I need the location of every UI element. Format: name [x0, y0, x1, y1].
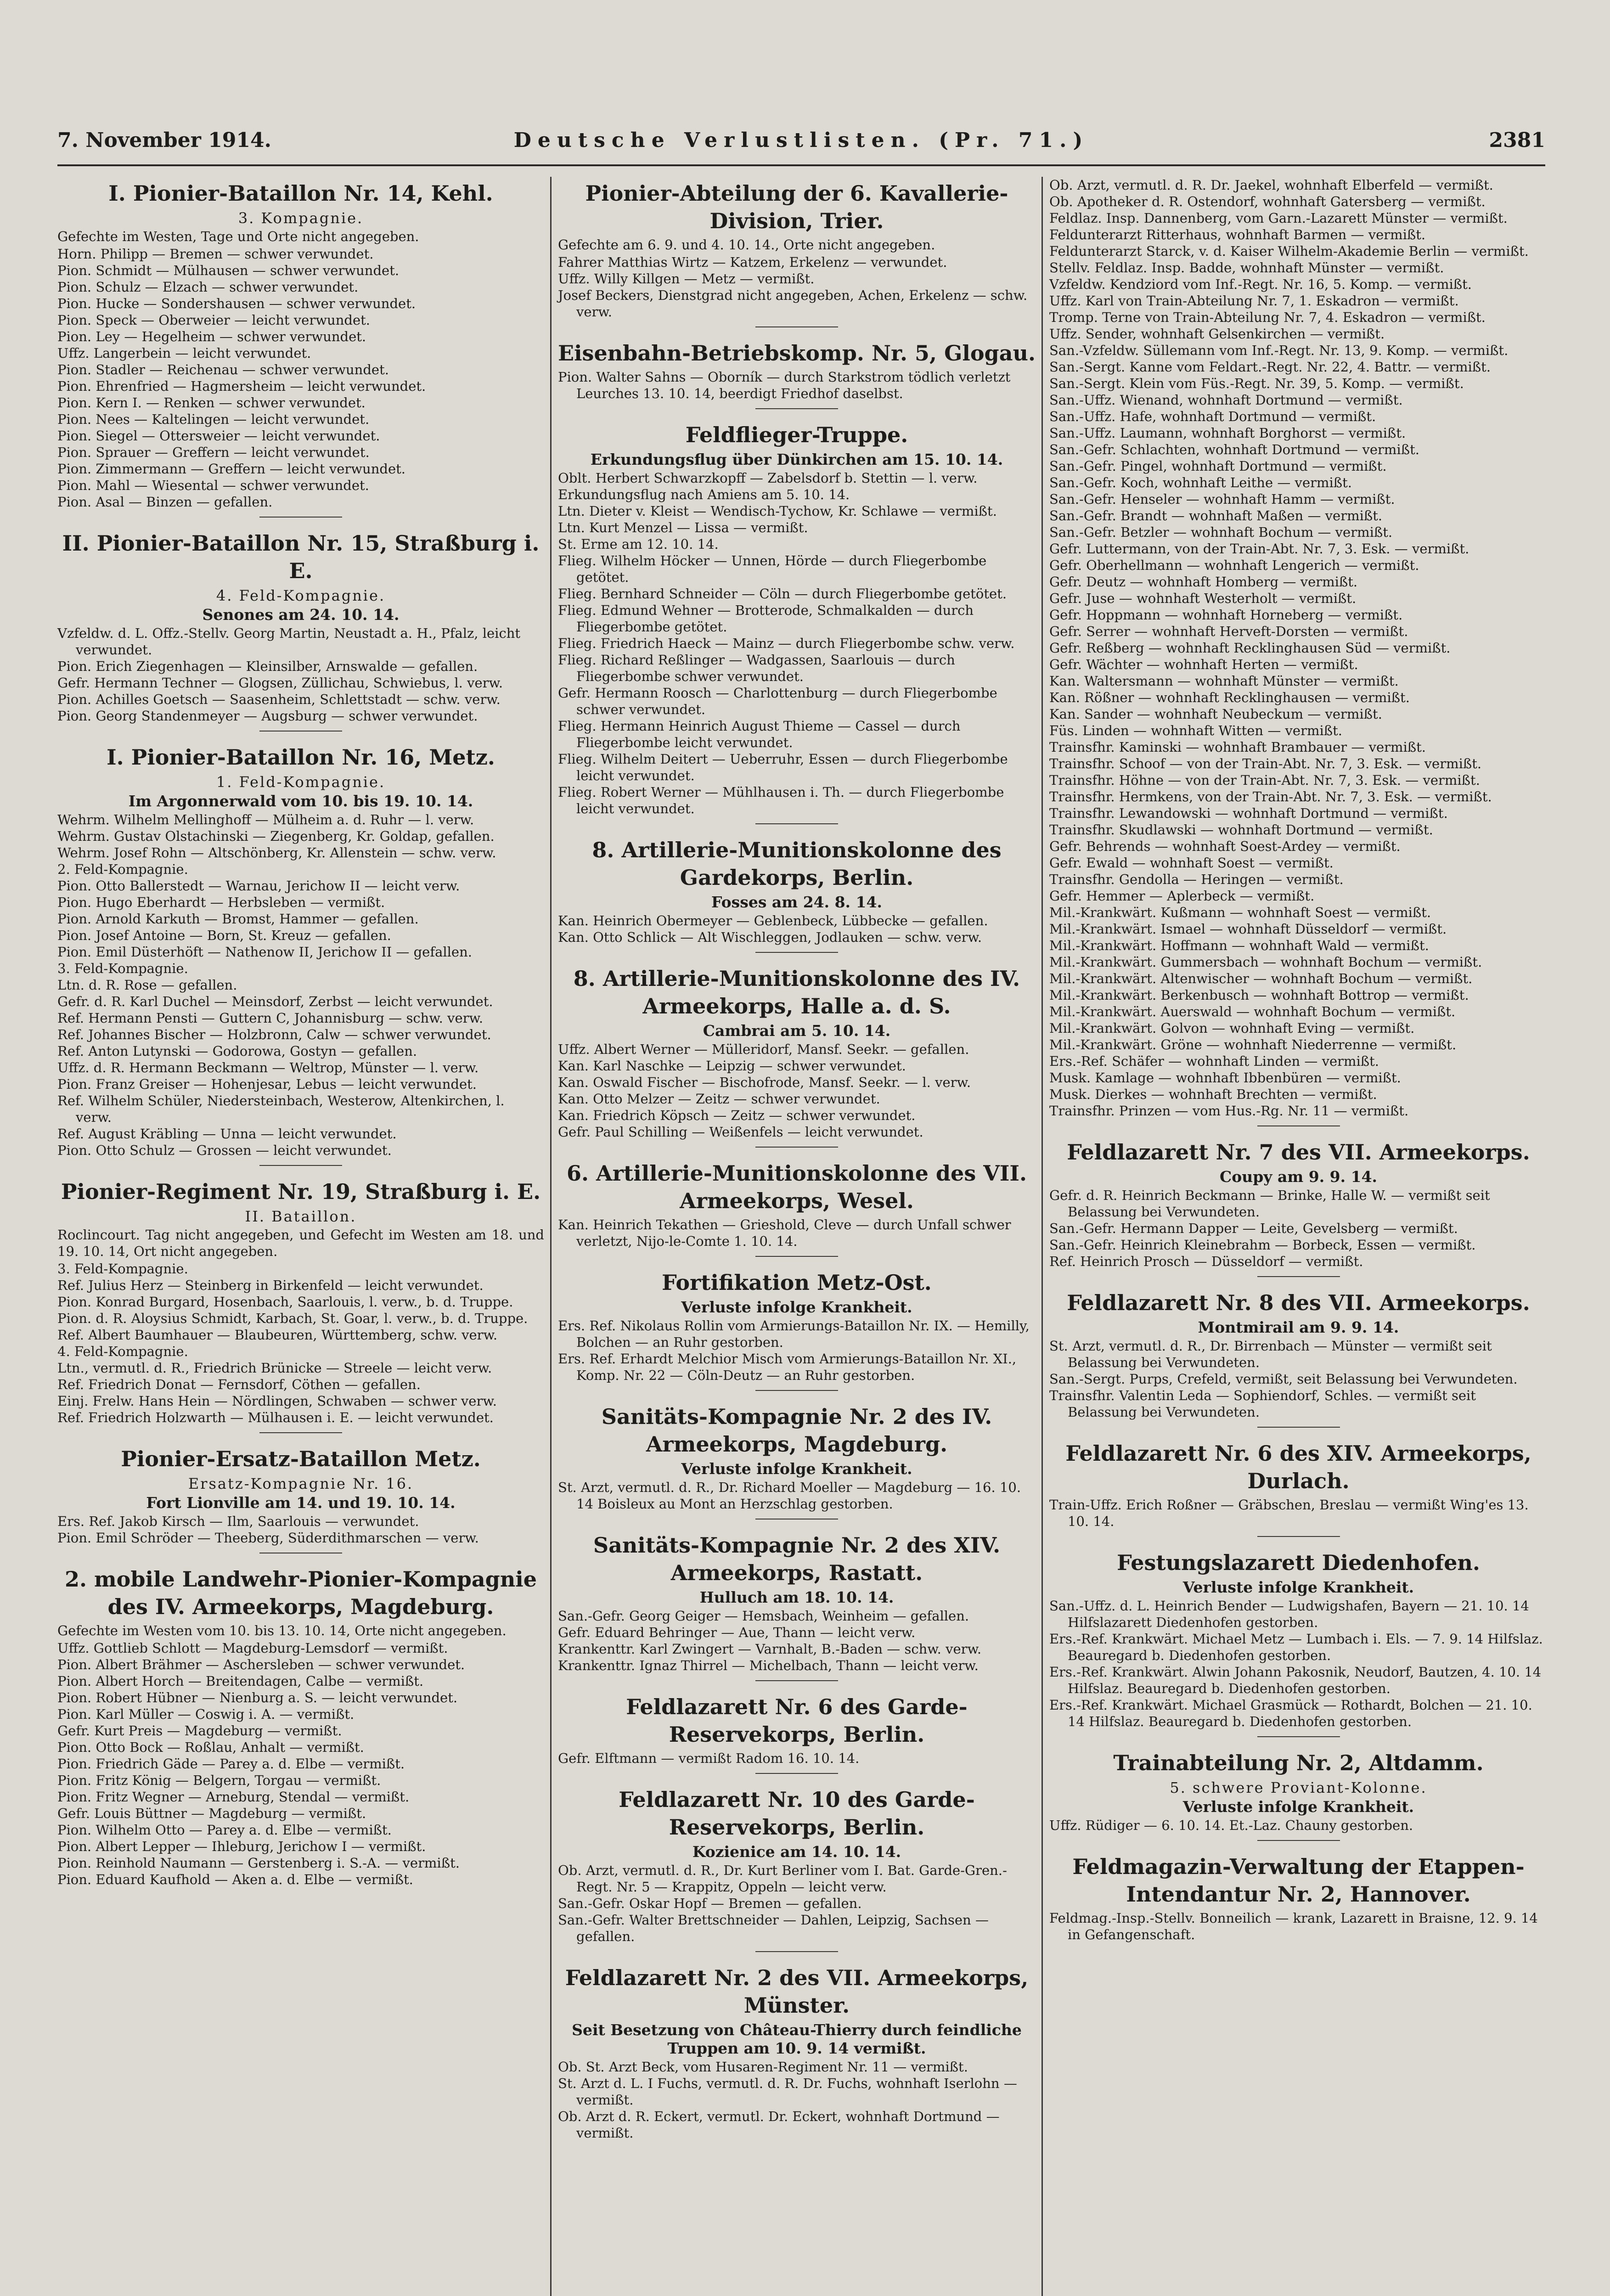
casualty-entry: Pion. Ley — Hegelheim — schwer verwundet.	[57, 329, 366, 344]
casualty-entry: Ref. Julius Herz — Steinberg in Birkenfeld — leicht verwundet.	[57, 1277, 484, 1293]
casualty-entry: 3. Feld-Kompagnie.	[57, 961, 188, 976]
section-title: Pionier-Ersatz-Bataillon Metz.	[121, 1446, 481, 1471]
casualty-entry: Kan. Rößner — wohnhaft Recklinghausen — vermißt.	[1049, 690, 1410, 705]
casualty-entry: Pion. Nees — Kaltelingen — leicht verwundet.	[57, 411, 370, 427]
casualty-entry: San.-Vzfeldw. Süllemann vom Inf.-Regt. Nr. 13, 9. Komp. — vermißt.	[1049, 343, 1509, 358]
casualty-entry: Erkundungsflug nach Amiens am 5. 10. 14.	[558, 487, 850, 502]
casualty-entry: Ref. Heinrich Prosch — Düsseldorf — vermißt.	[1049, 1254, 1363, 1269]
casualty-entry: Pion. Konrad Burgard, Hosenbach, Saarlouis, l. verw., b. d. Truppe.	[57, 1294, 513, 1310]
section-dateline: Verluste infolge Krankheit.	[1182, 1578, 1414, 1596]
casualty-entry: Gefr. Eduard Behringer — Aue, Thann — leicht verw.	[558, 1625, 916, 1640]
section-subtitle: II. Bataillon.	[245, 1208, 357, 1225]
casualty-entry: Kan. Karl Naschke — Leipzig — schwer verwundet.	[558, 1058, 906, 1074]
section-separator	[755, 326, 838, 327]
section-title: Feldflieger-Truppe.	[685, 422, 908, 447]
section-dateline: Fort Lionville am 14. und 19. 10. 14.	[146, 1494, 456, 1512]
section-separator	[259, 1432, 342, 1433]
section-subtitle: 5. schwere Proviant-Kolonne.	[1170, 1779, 1427, 1796]
casualty-entry: Gefr. Reßberg — wohnhaft Recklinghausen Süd — vermißt.	[1049, 640, 1451, 656]
casualty-section	[558, 339, 1036, 409]
casualty-entry: Ref. Friedrich Holzwarth — Mülhausen i. E. — leicht verwundet.	[57, 1410, 494, 1425]
casualty-entry: Pion. Emil Schröder — Theeberg, Süderdithmarschen — verw.	[57, 1530, 479, 1546]
casualty-section	[558, 1269, 1036, 1391]
casualty-section	[57, 743, 544, 1166]
casualty-entry: Feldlaz. Insp. Dannenberg, vom Garn.-Lazarett Münster — vermißt.	[1049, 210, 1508, 226]
casualty-entry: Trainsfhr. Hermkens, von der Train-Abt. Nr. 7, 3. Esk. — vermißt.	[1049, 789, 1492, 805]
casualty-entry: Feldunterarzt Ritterhaus, wohnhaft Barmen — vermißt.	[1049, 227, 1426, 242]
casualty-entry: Pion. Albert Horch — Breitendagen, Calbe — vermißt.	[57, 1673, 424, 1689]
casualty-section	[1049, 1749, 1548, 1841]
casualty-entry: Mil.-Krankwärt. Gummersbach — wohnhaft Bochum — vermißt.	[1049, 954, 1482, 970]
casualty-entry: Pion. Siegel — Ottersweier — leicht verwundet.	[57, 428, 380, 444]
section-title: Festungslazarett Diedenhofen.	[1117, 1550, 1480, 1575]
casualty-entry: Ref. Johannes Bischer — Holzbronn, Calw — schwer verwundet.	[57, 1027, 491, 1042]
casualty-entry: Mil.-Krankwärt. Golvon — wohnhaft Eving — vermißt.	[1049, 1020, 1415, 1036]
casualty-entry: Kan. Heinrich Tekathen — Grieshold, Cleve — durch Unfall schwer verletzt, Nijo-le-Comte 1. 10. 14.	[558, 1217, 1011, 1249]
casualty-entry: Wehrm. Wilhelm Mellinghoff — Mülheim a. d. Ruhr — l. verw.	[57, 812, 474, 827]
section-dateline: Verluste infolge Krankheit.	[681, 1298, 912, 1316]
casualty-entry: Pion. Hugo Eberhardt — Herbsleben — vermißt.	[57, 895, 385, 910]
page-number: 2381	[1489, 129, 1545, 152]
casualty-entry: Tromp. Terne von Train-Abteilung Nr. 7, 4. Eskadron — vermißt.	[1049, 310, 1486, 325]
section-separator	[755, 1951, 838, 1952]
casualty-entry: Gefr. Kurt Preis — Magdeburg — vermißt.	[57, 1723, 342, 1739]
casualty-entry: San.-Sergt. Kanne vom Feldart.-Regt. Nr. 22, 4. Battr. — vermißt.	[1049, 359, 1491, 375]
casualty-entry: Ob. Apotheker d. R. Ostendorf, wohnhaft Gatersberg — vermißt.	[1049, 194, 1486, 209]
casualty-entry: San.-Gefr. Henseler — wohnhaft Hamm — vermißt.	[1049, 491, 1395, 507]
casualty-section	[558, 1403, 1036, 1519]
casualty-entry: Pion. Mahl — Wiesental — schwer verwundet.	[57, 478, 369, 493]
casualty-entry: Ers.-Ref. Krankwärt. Alwin Johann Pakosnik, Neudorf, Bautzen, 4. 10. 14 Hilfslaz. Beauregard b. Diedenhofen gestorben.	[1049, 1664, 1542, 1696]
casualty-entry: 2. Feld-Kompagnie.	[57, 861, 188, 877]
casualty-entry: Mil.-Krankwärt. Berkenbusch — wohnhaft Bottrop — vermißt.	[1049, 987, 1469, 1003]
casualty-entry: Gefr. Hermann Roosch — Charlottenburg — durch Fliegerbombe schwer verwundet.	[558, 685, 997, 717]
section-dateline: Cambrai am 5. 10. 14.	[703, 1022, 891, 1040]
casualty-entry: Gefr. Wächter — wohnhaft Herten — vermißt.	[1049, 657, 1358, 672]
section-subtitle: 4. Feld-Kompagnie.	[216, 587, 386, 604]
casualty-entry: Trainsfhr. Valentin Leda — Sophiendorf, Schles. — vermißt seit Belassung bei Verwundeten.	[1049, 1388, 1476, 1420]
section-dateline: Verluste infolge Krankheit.	[681, 1460, 912, 1478]
issue-date: 7. November 1914.	[57, 129, 271, 152]
column-middle	[558, 177, 1036, 2153]
section-dateline: Verluste infolge Krankheit.	[1182, 1798, 1414, 1816]
section-separator	[755, 408, 838, 409]
casualty-entry: Musk. Dierkes — wohnhaft Brechten — vermißt.	[1049, 1086, 1377, 1102]
casualty-entry: Ltn. d. R. Rose — gefallen.	[57, 977, 237, 993]
casualty-section	[1049, 1289, 1548, 1428]
casualty-entry: Trainsfhr. Prinzen — vom Hus.-Rg. Nr. 11 — vermißt.	[1049, 1103, 1409, 1119]
casualty-entry: San.-Uffz. d. L. Heinrich Bender — Ludwigshafen, Bayern — 21. 10. 14 Hilfslazarett Diedenhofen gestorben.	[1049, 1598, 1529, 1630]
casualty-entry: Flieg. Edmund Wehner — Brotterode, Schmalkalden — durch Fliegerbombe getötet.	[558, 602, 974, 635]
section-dateline: Fosses am 24. 8. 14.	[711, 893, 882, 911]
casualty-entry: Uffz. Gottlieb Schlott — Magdeburg-Lemsdorf — vermißt.	[57, 1640, 448, 1656]
section-dateline: Kozienice am 14. 10. 14.	[692, 1843, 901, 1861]
casualty-entry: Pion. Schmidt — Mülhausen — schwer verwundet.	[57, 263, 400, 278]
casualty-entry: Gefr. Luttermann, von der Train-Abt. Nr. 7, 3. Esk. — vermißt.	[1049, 541, 1469, 557]
casualty-entry: Pion. Robert Hübner — Nienburg a. S. — leicht verwundet.	[57, 1690, 458, 1705]
casualty-entry: Trainsfhr. Kaminski — wohnhaft Brambauer — vermißt.	[1049, 739, 1426, 755]
section-subtitle: Ersatz-Kompagnie Nr. 16.	[188, 1475, 414, 1492]
casualty-entry: Gefr. Hermann Techner — Glogsen, Züllichau, Schwiebus, l. verw.	[57, 675, 503, 691]
section-separator	[1257, 1840, 1340, 1841]
casualty-entry: Vzfeldw. Kendziord vom Inf.-Regt. Nr. 16, 5. Komp. — vermißt.	[1049, 276, 1472, 292]
casualty-entry: Gefr. Juse — wohnhaft Westerholt — vermißt.	[1049, 591, 1357, 606]
casualty-section	[1049, 1549, 1548, 1737]
section-separator	[1257, 1276, 1340, 1277]
section-note: Gefechte im Westen, Tage und Orte nicht angegeben.	[57, 229, 419, 244]
casualty-entry: Train-Uffz. Erich Roßner — Gräbschen, Breslau — vermißt Wing'es 13. 10. 14.	[1049, 1497, 1529, 1529]
casualty-entry: Gefr. Hemmer — Aplerbeck — vermißt.	[1049, 888, 1315, 904]
section-title: Pionier-Regiment Nr. 19, Straßburg i. E.	[61, 1179, 541, 1204]
casualty-entry: Gefr. Serrer — wohnhaft Herveft-Dorsten — vermißt.	[1049, 624, 1408, 639]
casualty-entry: St. Erme am 12. 10. 14.	[558, 536, 719, 552]
casualty-entry: Pion. Albert Lepper — Ihleburg, Jerichow I — vermißt.	[57, 1839, 426, 1854]
casualty-section	[558, 421, 1036, 824]
section-dateline: Seit Besetzung von Château-Thierry durch feindliche Truppen am 10. 9. 14 vermißt.	[572, 2021, 1022, 2057]
casualty-section	[57, 180, 544, 518]
casualty-entry: Pion. Speck — Oberweier — leicht verwundet.	[57, 312, 370, 328]
casualty-entry: San.-Uffz. Wienand, wohnhaft Dortmund — vermißt.	[1049, 392, 1403, 408]
casualty-entry: Vzfeldw. d. L. Offz.-Stellv. Georg Martin, Neustadt a. H., Pfalz, leicht verwundet.	[57, 625, 521, 658]
column-divider	[1041, 177, 1043, 2296]
casualty-section	[57, 1178, 544, 1433]
section-title: 6. Artillerie-Munitionskolonne des VII. Armeekorps, Wesel.	[567, 1161, 1027, 1213]
casualty-entry: Gefr. d. R. Heinrich Beckmann — Brinke, Halle W. — vermißt seit Belassung bei Verwundeten.	[1049, 1187, 1490, 1220]
casualty-entry: Gefr. Hoppmann — wohnhaft Horneberg — vermißt.	[1049, 607, 1403, 623]
casualty-entry: Pion. Fritz König — Belgern, Torgau — vermißt.	[57, 1773, 381, 1788]
section-title: Feldlazarett Nr. 6 des Garde-Reservekorps, Berlin.	[626, 1694, 968, 1747]
casualty-entry: Mil.-Krankwärt. Hoffmann — wohnhaft Wald — vermißt.	[1049, 938, 1429, 953]
casualty-entry: Krankenttr. Ignaz Thirrel — Michelbach, Thann — leicht verw.	[558, 1658, 979, 1673]
casualty-entry: Pion. Achilles Goetsch — Saasenheim, Schlettstadt — schw. verw.	[57, 692, 501, 707]
casualty-section	[558, 1693, 1036, 1774]
casualty-entry: Uffz. Karl von Train-Abteilung Nr. 7, 1. Eskadron — vermißt.	[1049, 293, 1459, 309]
section-separator	[259, 1165, 342, 1166]
section-title: Feldlazarett Nr. 10 des Garde-Reservekorps, Berlin.	[619, 1787, 975, 1840]
casualty-entry: Flieg. Wilhelm Deitert — Ueberruhr, Essen — durch Fliegerbombe leicht verwundet.	[558, 751, 1008, 783]
section-dateline: Im Argonnerwald vom 10. bis 19. 10. 14.	[128, 792, 473, 810]
casualty-entry: Mil.-Krankwärt. Kußmann — wohnhaft Soest — vermißt.	[1049, 905, 1431, 920]
casualty-entry: Josef Beckers, Dienstgrad nicht angegeben, Achen, Erkelenz — schw. verw.	[558, 287, 1028, 320]
casualty-entry: Pion. Georg Standenmeyer — Augsburg — schwer verwundet.	[57, 708, 478, 724]
casualty-entry: San.-Sergt. Klein vom Füs.-Regt. Nr. 39, 5. Komp. — vermißt.	[1049, 376, 1464, 391]
section-title: Feldlazarett Nr. 8 des VII. Armeekorps.	[1067, 1290, 1530, 1315]
section-note: Gefechte am 6. 9. und 4. 10. 14., Orte nicht angegeben.	[558, 237, 935, 253]
section-separator	[1257, 1536, 1340, 1537]
casualty-section	[1049, 177, 1548, 1126]
section-dateline: Montmirail am 9. 9. 14.	[1198, 1318, 1399, 1336]
casualty-entry: Flieg. Hermann Heinrich August Thieme — Cassel — durch Fliegerbombe leicht verwundet.	[558, 718, 961, 750]
casualty-entry: Kan. Oswald Fischer — Bischofrode, Mansf. Seekr. — l. verw.	[558, 1075, 971, 1090]
casualty-entry: Ref. Wilhelm Schüler, Niedersteinbach, Westerow, Altenkirchen, l. verw.	[57, 1093, 505, 1125]
section-title: Feldlazarett Nr. 6 des XIV. Armeekorps, Durlach.	[1065, 1441, 1531, 1493]
casualty-entry: Trainsfhr. Lewandowski — wohnhaft Dortmund — vermißt.	[1049, 805, 1448, 821]
casualty-entry: Pion. Albert Brähmer — Aschersleben — schwer verwundet.	[57, 1657, 465, 1672]
section-separator	[755, 1390, 838, 1391]
casualty-entry: Trainsfhr. Schoof — von der Train-Abt. Nr. 7, 3. Esk. — vermißt.	[1049, 756, 1482, 771]
casualty-entry: San.-Uffz. Laumann, wohnhaft Borghorst — vermißt.	[1049, 425, 1406, 441]
casualty-entry: St. Arzt, vermutl. d. R., Dr. Birrenbach — Münster — vermißt seit Belassung bei Verwundeten.	[1049, 1338, 1492, 1370]
casualty-section	[558, 1786, 1036, 1952]
casualty-entry: Kan. Heinrich Obermeyer — Geblenbeck, Lübbecke — gefallen.	[558, 913, 988, 929]
casualty-entry: Kan. Sander — wohnhaft Neubeckum — vermißt.	[1049, 706, 1382, 722]
casualty-entry: Ref. Friedrich Donat — Fernsdorf, Cöthen — gefallen.	[57, 1377, 421, 1392]
casualty-entry: Uffz. Rüdiger — 6. 10. 14. Et.-Laz. Chauny gestorben.	[1049, 1818, 1413, 1833]
casualty-entry: Ob. Arzt, vermutl. d. R. Dr. Jaekel, wohnhaft Elberfeld — vermißt.	[1049, 177, 1493, 193]
casualty-entry: San.-Gefr. Schlachten, wohnhaft Dortmund — vermißt.	[1049, 442, 1419, 457]
casualty-entry: Füs. Linden — wohnhaft Witten — vermißt.	[1049, 723, 1342, 738]
casualty-entry: Ers.-Ref. Krankwärt. Michael Grasmück — Rothardt, Bolchen — 21. 10. 14 Hilfslaz. Beauregard b. Diedenhofen gestorben.	[1049, 1697, 1532, 1729]
casualty-entry: Ers.-Ref. Krankwärt. Michael Metz — Lumbach i. Els. — 7. 9. 14 Hilfslaz. Beauregard b. Diedenhofen gestorben.	[1049, 1631, 1543, 1663]
casualty-entry: Gefr. d. R. Karl Duchel — Meinsdorf, Zerbst — leicht verwundet.	[57, 994, 493, 1009]
casualty-entry: Mil.-Krankwärt. Auerswald — wohnhaft Bochum — vermißt.	[1049, 1004, 1456, 1019]
casualty-entry: Musk. Kamlage — wohnhaft Ibbenbüren — vermißt.	[1049, 1070, 1401, 1086]
section-title: I. Pionier-Bataillon Nr. 16, Metz.	[107, 745, 495, 770]
casualty-section	[1049, 1853, 1548, 1943]
casualty-entry: Gefr. Oberhellmann — wohnhaft Lengerich — vermißt.	[1049, 557, 1419, 573]
casualty-entry: Einj. Frelw. Hans Hein — Nördlingen, Schwaben — schwer verw.	[57, 1393, 497, 1409]
casualty-entry: Ers. Ref. Nikolaus Rollin vom Armierungs-Bataillon Nr. IX. — Hemilly, Bolchen — an Ruhr gestorben.	[558, 1318, 1030, 1350]
section-subtitle: 3. Kompagnie.	[238, 209, 364, 227]
casualty-entry: Gefr. Elftmann — vermißt Radom 16. 10. 14.	[558, 1750, 860, 1766]
casualty-entry: Ers. Ref. Jakob Kirsch — Ilm, Saarlouis — verwundet.	[57, 1514, 419, 1529]
casualty-entry: San.-Gefr. Pingel, wohnhaft Dortmund — vermißt.	[1049, 458, 1387, 474]
section-dateline: Erkundungsflug über Dünkirchen am 15. 10. 14.	[590, 450, 1003, 468]
casualty-entry: Pion. Arnold Karkuth — Bromst, Hammer — gefallen.	[57, 911, 419, 927]
column-right	[1049, 177, 1548, 1955]
casualty-entry: Pion. Friedrich Gäde — Parey a. d. Elbe — vermißt.	[57, 1756, 405, 1772]
casualty-entry: Oblt. Herbert Schwarzkopff — Zabelsdorf b. Stettin — l. verw.	[558, 470, 978, 486]
casualty-entry: Mil.-Krankwärt. Altenwischer — wohnhaft Bochum — vermißt.	[1049, 971, 1473, 986]
header-rule	[57, 164, 1545, 166]
section-separator	[1257, 1125, 1340, 1126]
casualty-entry: San.-Gefr. Brandt — wohnhaft Maßen — vermißt.	[1049, 508, 1383, 523]
casualty-entry: Pion. Emil Düsterhöft — Nathenow II, Jerichow II — gefallen.	[57, 944, 472, 960]
casualty-entry: Ltn. Dieter v. Kleist — Wendisch-Tychow, Kr. Schlawe — vermißt.	[558, 503, 997, 519]
casualty-entry: Feldmag.-Insp.-Stellv. Bonneilich — krank, Lazarett in Braisne, 12. 9. 14 in Gefangenschaft.	[1049, 1910, 1538, 1942]
column-divider	[550, 177, 552, 2296]
casualty-entry: San.-Uffz. Hafe, wohnhaft Dortmund — vermißt.	[1049, 409, 1376, 424]
casualty-entry: San.-Gefr. Heinrich Kleinebrahm — Borbeck, Essen — vermißt.	[1049, 1237, 1476, 1253]
casualty-entry: San.-Gefr. Oskar Hopf — Bremen — gefallen.	[558, 1896, 862, 1911]
section-separator	[1257, 1736, 1340, 1737]
casualty-entry: Flieg. Wilhelm Höcker — Unnen, Hörde — durch Fliegerbombe getötet.	[558, 553, 987, 585]
casualty-entry: St. Arzt, vermutl. d. R., Dr. Richard Moeller — Magdeburg — 16. 10. 14 Boisleux au Mont an Herzschlag gestorben.	[558, 1480, 1021, 1512]
casualty-entry: Ob. Arzt d. R. Eckert, vermutl. Dr. Eckert, wohnhaft Dortmund — vermißt.	[558, 2109, 1000, 2141]
section-separator	[755, 1147, 838, 1148]
casualty-entry: San.-Gefr. Hermann Dapper — Leite, Gevelsberg — vermißt.	[1049, 1221, 1458, 1236]
casualty-entry: Ref. Hermann Pensti — Guttern C, Johannisburg — schw. verw.	[57, 1010, 484, 1026]
section-dateline: Coupy am 9. 9. 14.	[1219, 1168, 1378, 1186]
casualty-entry: Ltn. Kurt Menzel — Lissa — vermißt.	[558, 520, 808, 535]
casualty-entry: Mil.-Krankwärt. Gröne — wohnhaft Niederrenne — vermißt.	[1049, 1037, 1457, 1052]
casualty-entry: Ref. August Kräbling — Unna — leicht verwundet.	[57, 1126, 397, 1142]
casualty-entry: Pion. Zimmermann — Greffern — leicht verwundet.	[57, 461, 406, 477]
casualty-entry: San.-Gefr. Koch, wohnhaft Leithe — vermißt.	[1049, 475, 1352, 490]
casualty-entry: Kan. Otto Melzer — Zeitz — schwer verwundet.	[558, 1091, 880, 1107]
casualty-entry: Uffz. Sender, wohnhaft Gelsenkirchen — vermißt.	[1049, 326, 1385, 342]
section-separator	[259, 731, 342, 732]
casualty-entry: Pion. Otto Ballerstedt — Warnau, Jerichow II — leicht verw.	[57, 878, 460, 894]
casualty-entry: Pion. Sprauer — Greffern — leicht verwundet.	[57, 445, 370, 460]
casualty-section	[57, 1565, 544, 1888]
section-separator	[755, 1773, 838, 1774]
casualty-entry: Flieg. Friedrich Haeck — Mainz — durch Fliegerbombe schw. verw.	[558, 636, 1015, 651]
casualty-entry: Pion. Josef Antoine — Born, St. Kreuz — gefallen.	[57, 928, 391, 943]
casualty-entry: Feldunterarzt Starck, v. d. Kaiser Wilhelm-Akademie Berlin — vermißt.	[1049, 243, 1529, 259]
casualty-entry: San.-Gefr. Walter Brettschneider — Dahlen, Leipzig, Sachsen — gefallen.	[558, 1912, 989, 1944]
casualty-entry: Ob. Arzt, vermutl. d. R., Dr. Kurt Berliner vom I. Bat. Garde-Gren.-Regt. Nr. 5 — Krappitz, Oppeln — leicht verw.	[558, 1863, 1007, 1895]
casualty-entry: Uffz. d. R. Hermann Beckmann — Weltrop, Münster — l. verw.	[57, 1060, 479, 1075]
casualty-entry: Pion. Reinhold Naumann — Gerstenberg i. S.-A. — vermißt.	[57, 1855, 460, 1871]
section-title: Sanitäts-Kompagnie Nr. 2 des IV. Armeekorps, Magdeburg.	[601, 1404, 992, 1457]
page-header	[57, 129, 1545, 161]
casualty-entry: 4. Feld-Kompagnie.	[57, 1344, 188, 1359]
casualty-entry: Kan. Waltersmann — wohnhaft Münster — vermißt.	[1049, 673, 1399, 689]
section-title: 8. Artillerie-Munitionskolonne des Gardekorps, Berlin.	[592, 838, 1002, 890]
casualty-entry: Krankenttr. Karl Zwingert — Varnhalt, B.-Baden — schw. verw.	[558, 1641, 982, 1657]
casualty-section	[558, 1159, 1036, 1257]
casualty-entry: Gefr. Behrends — wohnhaft Soest-Ardey — vermißt.	[1049, 838, 1401, 854]
casualty-entry: Trainsfhr. Skudlawski — wohnhaft Dortmund — vermißt.	[1049, 822, 1433, 838]
section-title: Fortifikation Metz-Ost.	[662, 1270, 932, 1295]
section-dateline: Hulluch am 18. 10. 14.	[699, 1588, 894, 1606]
section-title: Sanitäts-Kompagnie Nr. 2 des XIV. Armeekorps, Rastatt.	[593, 1533, 1001, 1585]
section-title: Feldlazarett Nr. 2 des VII. Armeekorps, Münster.	[565, 1965, 1029, 2018]
section-note: Gefechte im Westen vom 10. bis 13. 10. 14, Orte nicht angegeben.	[57, 1623, 507, 1638]
casualty-entry: Wehrm. Josef Rohn — Altschönberg, Kr. Allenstein — schw. verw.	[57, 845, 496, 861]
casualty-entry: Pion. Kern I. — Renken — schwer verwundet.	[57, 395, 366, 411]
casualty-entry: Gefr. Deutz — wohnhaft Homberg — vermißt.	[1049, 574, 1358, 590]
casualty-entry: Stellv. Feldlaz. Insp. Badde, wohnhaft Münster — vermißt.	[1049, 260, 1444, 276]
casualty-entry: San.-Sergt. Purps, Crefeld, vermißt, seit Belassung bei Verwundeten.	[1049, 1371, 1518, 1387]
section-title: Pionier-Abteilung der 6. Kavallerie-Division, Trier.	[585, 181, 1008, 233]
casualty-entry: Ob. St. Arzt Beck, vom Husaren-Regiment Nr. 11 — vermißt.	[558, 2059, 968, 2075]
casualty-entry: Flieg. Bernhard Schneider — Cöln — durch Fliegerbombe getötet.	[558, 586, 1007, 602]
casualty-section	[558, 1531, 1036, 1681]
section-title: Feldmagazin-Verwaltung der Etappen-Intendantur Nr. 2, Hannover.	[1072, 1854, 1525, 1907]
casualty-entry: Ers.-Ref. Schäfer — wohnhaft Linden — vermißt.	[1049, 1053, 1379, 1069]
casualty-entry: Pion. Eduard Kaufhold — Aken a. d. Elbe — vermißt.	[57, 1872, 413, 1887]
section-dateline: Senones am 24. 10. 14.	[202, 606, 400, 624]
casualty-entry: Flieg. Robert Werner — Mühlhausen i. Th. — durch Fliegerbombe leicht verwundet.	[558, 784, 1004, 816]
casualty-entry: Wehrm. Gustav Olstachinski — Ziegenberg, Kr. Goldap, gefallen.	[57, 828, 495, 844]
casualty-entry: Uffz. Albert Werner — Mülleridorf, Mansf. Seekr. — gefallen.	[558, 1041, 969, 1057]
casualty-entry: 3. Feld-Kompagnie.	[57, 1261, 188, 1277]
casualty-entry: Horn. Philipp — Bremen — schwer verwundet.	[57, 246, 374, 262]
casualty-entry: Pion. Asal — Binzen — gefallen.	[57, 494, 273, 510]
casualty-entry: Pion. Karl Müller — Coswig i. A. — vermißt.	[57, 1706, 355, 1722]
casualty-entry: Kan. Friedrich Köpsch — Zeitz — schwer verwundet.	[558, 1108, 916, 1123]
casualty-entry: Pion. Otto Bock — Roßlau, Anhalt — vermißt.	[57, 1739, 364, 1755]
casualty-entry: Mil.-Krankwärt. Ismael — wohnhaft Düsseldorf — vermißt.	[1049, 921, 1447, 937]
casualty-entry: Ers. Ref. Erhardt Melchior Misch vom Armierungs-Bataillon Nr. XI., Komp. Nr. 22 — Cöln-Deutz — an Ruhr gestorben.	[558, 1351, 1017, 1383]
casualty-entry: Fahrer Matthias Wirtz — Katzem, Erkelenz — verwundet.	[558, 254, 947, 270]
casualty-section	[1049, 1440, 1548, 1537]
casualty-entry: Uffz. Langerbein — leicht verwundet.	[57, 345, 311, 361]
casualty-entry: Pion. Erich Ziegenhagen — Kleinsilber, Arnswalde — gefallen.	[57, 658, 478, 674]
casualty-entry: Ref. Anton Lutynski — Godorowa, Gostyn — gefallen.	[57, 1043, 417, 1059]
casualty-entry: San.-Gefr. Betzler — wohnhaft Bochum — vermißt.	[1049, 524, 1393, 540]
casualty-section	[57, 529, 544, 732]
section-title: 8. Artillerie-Munitionskolonne des IV. Armeekorps, Halle a. d. S.	[573, 966, 1020, 1019]
casualty-entry: Pion. d. R. Aloysius Schmidt, Karbach, St. Goar, l. verw., b. d. Truppe.	[57, 1311, 528, 1326]
casualty-section	[558, 836, 1036, 953]
casualty-section	[57, 1445, 544, 1553]
section-note: Roclincourt. Tag nicht angegeben, und Gefecht im Westen am 18. und 19. 10. 14, Ort nicht angegeben.	[57, 1227, 544, 1259]
section-separator	[259, 517, 342, 518]
casualty-entry: Pion. Stadler — Reichenau — schwer verwundet.	[57, 362, 389, 377]
casualty-entry: Gefr. Ewald — wohnhaft Soest — vermißt.	[1049, 855, 1334, 871]
section-title: Trainabteilung Nr. 2, Altdamm.	[1113, 1750, 1484, 1775]
casualty-entry: Pion. Otto Schulz — Grossen — leicht verwundet.	[57, 1142, 392, 1158]
section-title: Feldlazarett Nr. 7 des VII. Armeekorps.	[1067, 1140, 1530, 1165]
casualty-section	[558, 180, 1036, 327]
section-separator	[1257, 1427, 1340, 1428]
casualty-entry: Pion. Walter Sahns — Oborník — durch Starkstrom tödlich verletzt Leurches 13. 10. 14, beerdigt Friedhof daselbst.	[558, 369, 1011, 401]
casualty-entry: Gefr. Louis Büttner — Magdeburg — vermißt.	[57, 1806, 366, 1821]
section-title: 2. mobile Landwehr-Pionier-Kompagnie des IV. Armeekorps, Magdeburg.	[64, 1567, 537, 1619]
section-title: I. Pionier-Bataillon Nr. 14, Kehl.	[108, 181, 493, 206]
casualty-entry: Flieg. Richard Reßlinger — Wadgassen, Saarlouis — durch Fliegerbombe schwer verwundet.	[558, 652, 955, 684]
casualty-entry: Pion. Ehrenfried — Hagmersheim — leicht verwundet.	[57, 378, 426, 394]
casualty-entry: Pion. Hucke — Sondershausen — schwer verwundet.	[57, 296, 416, 311]
casualty-entry: Ref. Albert Baumhauer — Blaubeuren, Württemberg, schw. verw.	[57, 1327, 498, 1343]
section-separator	[755, 823, 838, 824]
section-title: Eisenbahn-Betriebskomp. Nr. 5, Glogau.	[558, 341, 1036, 366]
casualty-entry: St. Arzt d. L. I Fuchs, vermutl. d. R. Dr. Fuchs, wohnhaft Iserlohn — vermißt.	[558, 2076, 1017, 2108]
casualty-entry: Pion. Wilhelm Otto — Parey a. d. Elbe — vermißt.	[57, 1822, 392, 1838]
casualty-entry: Gefr. Paul Schilling — Weißenfels — leicht verwundet.	[558, 1124, 923, 1140]
casualty-entry: Kan. Otto Schlick — Alt Wischleggen, Jodlauken — schw. verw.	[558, 929, 982, 945]
casualty-section	[1049, 1138, 1548, 1277]
section-separator	[755, 952, 838, 953]
casualty-section	[558, 965, 1036, 1148]
casualty-entry: Pion. Franz Greiser — Hohenjesar, Lebus — leicht verwundet.	[57, 1076, 477, 1092]
casualty-entry: Trainsfhr. Gendolla — Heringen — vermißt.	[1049, 872, 1344, 887]
section-title: II. Pionier-Bataillon Nr. 15, Straßburg i. E.	[62, 531, 540, 583]
casualty-entry: Trainsfhr. Höhne — von der Train-Abt. Nr. 7, 3. Esk. — vermißt.	[1049, 772, 1480, 788]
casualty-entry: Ltn., vermutl. d. R., Friedrich Brünicke — Streele — leicht verw.	[57, 1360, 492, 1376]
casualty-entry: Uffz. Willy Killgen — Metz — vermißt.	[558, 271, 815, 287]
casualty-entry: Pion. Schulz — Elzach — schwer verwundet.	[57, 279, 359, 295]
casualty-section	[558, 1964, 1036, 2141]
section-separator	[755, 1680, 838, 1681]
section-separator	[755, 1256, 838, 1257]
casualty-entry: San.-Gefr. Georg Geiger — Hemsbach, Weinheim — gefallen.	[558, 1608, 969, 1624]
publication-title: Deutsche Verlustlisten. (Pr. 71.)	[513, 129, 1089, 152]
column-left	[57, 177, 544, 1900]
casualty-entry: Pion. Fritz Wegner — Arneburg, Stendal — vermißt.	[57, 1789, 410, 1805]
section-subtitle: 1. Feld-Kompagnie.	[216, 773, 386, 791]
